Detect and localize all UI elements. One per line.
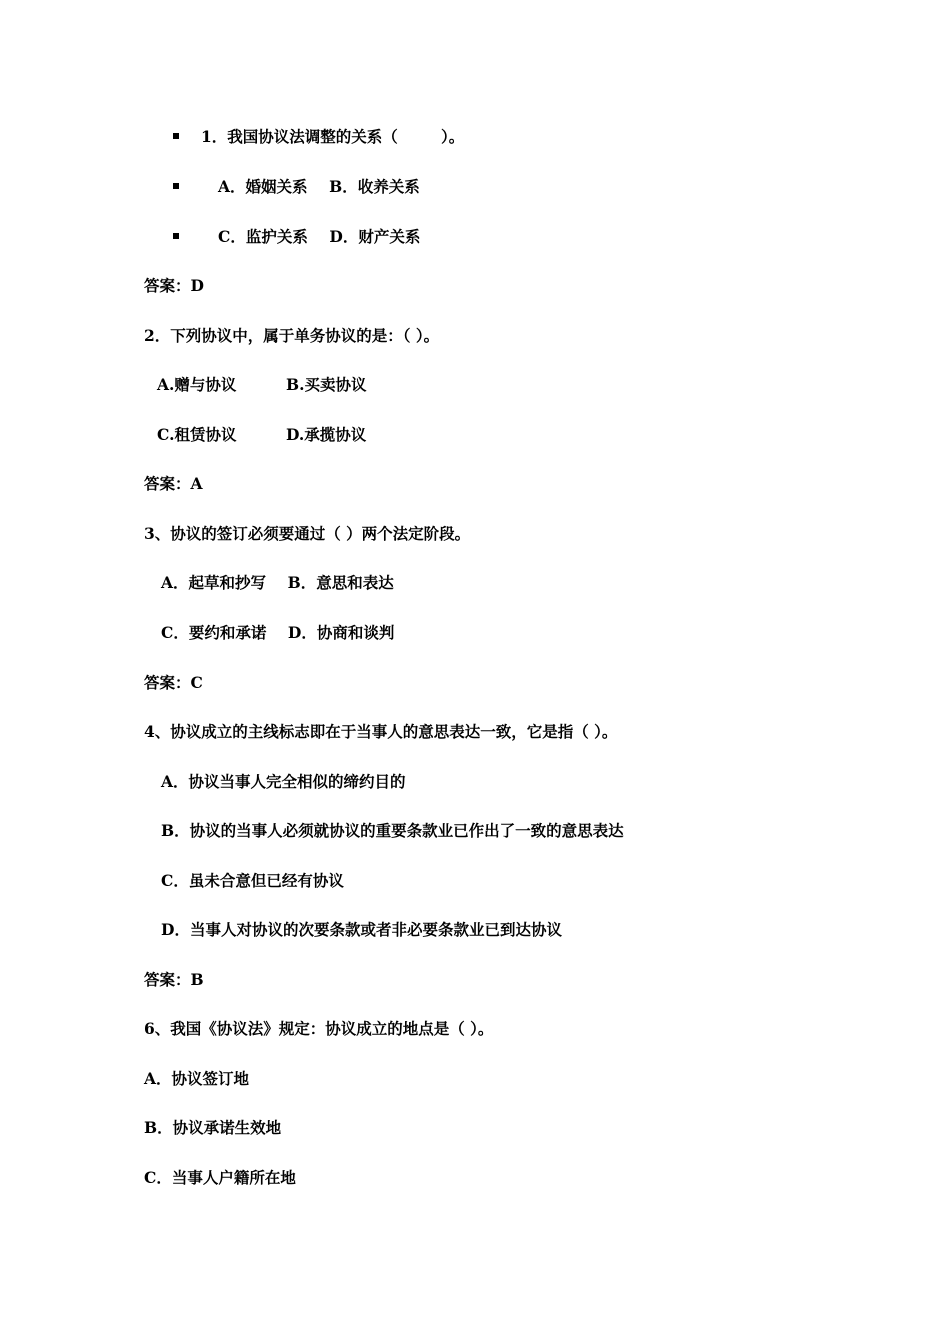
question-4-option-c: C．虽未合意但已经有协议 [161,871,344,890]
question-1-text: 1．我国协议法调整的关系（ ）。 [201,127,465,146]
bullet-marker [173,183,179,189]
question-1-answer: 答案：D [144,276,204,295]
question-6-text: 6、我国《协议法》规定：协议成立的地点是（ ）。 [144,1019,494,1038]
question-2-option-c: C.租赁协议 [157,425,237,444]
question-2-text: 2．下列协议中，属于单务协议的是：（ ）。 [144,326,440,345]
question-4-option-d: D．当事人对协议的次要条款或者非必要条款业已到达协议 [161,920,562,939]
question-1-options-cd: C．监护关系 D．财产关系 [218,227,421,246]
question-6-option-b: B．协议承诺生效地 [144,1118,282,1137]
question-4-answer: 答案：B [144,970,204,989]
question-3-options-ab: A．起草和抄写 B．意思和表达 [161,573,394,592]
bullet-marker [173,233,179,239]
question-2-answer: 答案：A [144,474,203,493]
question-3-options-cd: C．要约和承诺 D．协商和谈判 [161,623,395,642]
question-3-text: 3、协议的签订必须要通过（ ）两个法定阶段。 [144,524,471,543]
question-4-option-b: B．协议的当事人必须就协议的重要条款业已作出了一致的意思表达 [161,821,624,840]
question-2-option-a: A.赠与协议 [157,375,237,394]
question-2-option-b: B.买卖协议 [286,375,367,394]
question-6-option-a: A．协议签订地 [144,1069,250,1088]
question-4-option-a: A．协议当事人完全相似的缔约目的 [161,772,406,791]
question-6-option-c: C．当事人户籍所在地 [144,1168,296,1187]
bullet-marker [173,133,179,139]
question-2-option-d: D.承揽协议 [286,425,367,444]
question-3-answer: 答案：C [144,673,203,692]
question-1-options-ab: A．婚姻关系 B．收养关系 [218,177,420,196]
question-4-text: 4、协议成立的主线标志即在于当事人的意思表达一致，它是指（ ）。 [144,722,618,741]
